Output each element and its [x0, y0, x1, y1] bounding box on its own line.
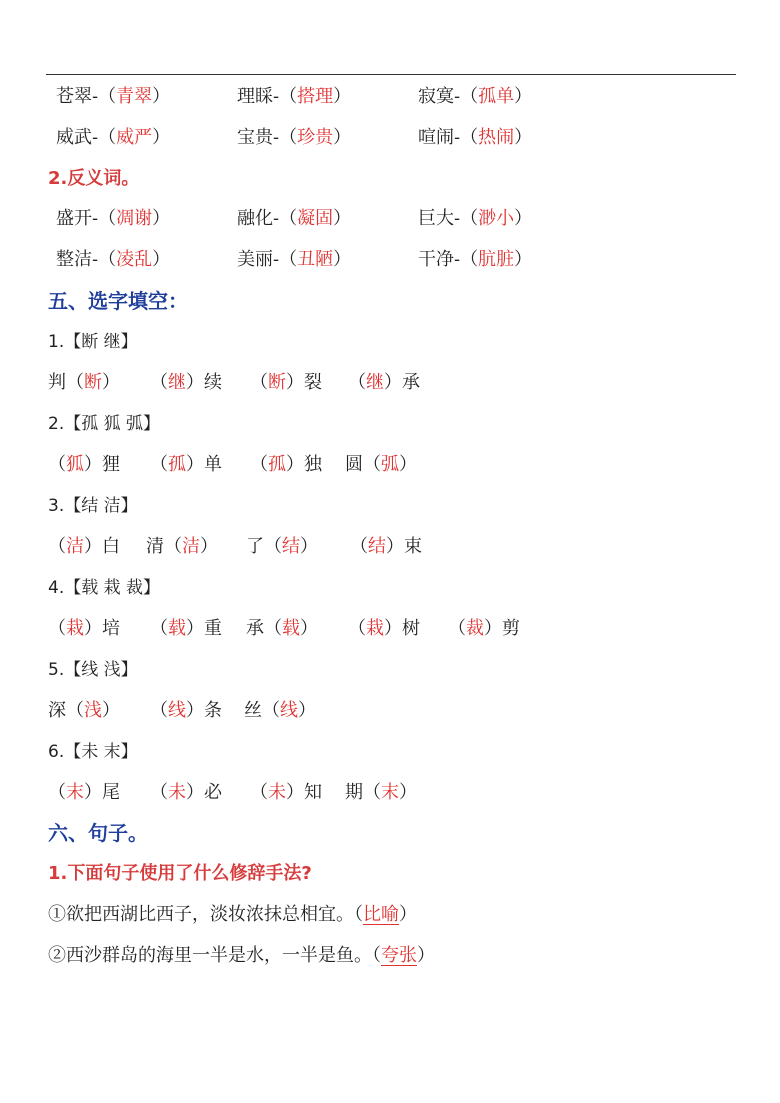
fill-item: （裁）剪	[448, 618, 520, 639]
fill-row	[0, 614, 520, 644]
fill-row	[0, 532, 422, 562]
char-group-label: 5.【线 浅】	[48, 660, 138, 680]
antonyms-heading: 2.反义词。	[48, 168, 140, 189]
char-group-label: 1.【断 继】	[48, 332, 138, 352]
fill-item: （断）裂	[250, 372, 322, 393]
fill-row	[0, 450, 417, 480]
fill-item: （栽）培	[48, 618, 120, 639]
fill-item: （未）知	[250, 782, 322, 803]
word-pair: 宝贵-（珍贵）	[237, 127, 352, 148]
fill-item: （狐）狸	[48, 454, 120, 475]
section-5-heading: 五、选字填空：	[48, 289, 188, 313]
fill-item: 了（结）	[246, 536, 318, 557]
word-pair: 苍翠-（青翠）	[56, 86, 171, 107]
fill-item: （载）重	[150, 618, 222, 639]
word-pair: 融化-（凝固）	[237, 208, 352, 229]
sentence-item: ①欲把西湖比西子，淡妆浓抹总相宜。（比喻）	[48, 904, 417, 925]
sentence-item: ②西沙群岛的海里一半是水，一半是鱼。（夸张）	[48, 945, 435, 966]
fill-item: 承（载）	[246, 618, 318, 639]
fill-item: （线）条	[150, 700, 222, 721]
char-group-label: 4.【载 栽 裁】	[48, 578, 161, 598]
top-divider	[46, 74, 736, 75]
word-pair: 喧闹-（热闹）	[418, 127, 533, 148]
section-6-heading: 六、句子。	[48, 821, 148, 845]
fill-item: 判（断）	[48, 372, 120, 393]
fill-item: 期（末）	[345, 782, 417, 803]
word-pair: 威武-（威严）	[56, 127, 171, 148]
fill-item: （继）承	[348, 372, 420, 393]
fill-item: （孤）独	[250, 454, 322, 475]
fill-item: （未）必	[150, 782, 222, 803]
fill-item: 清（洁）	[146, 536, 218, 557]
fill-item: （栽）树	[348, 618, 420, 639]
word-pair: 干净-（肮脏）	[418, 249, 533, 270]
fill-item: （洁）白	[48, 536, 120, 557]
char-group-label: 3.【结 洁】	[48, 496, 138, 516]
fill-item: （孤）单	[150, 454, 222, 475]
fill-row	[0, 368, 420, 398]
char-group-label: 6.【未 末】	[48, 742, 138, 762]
word-pair: 寂寞-（孤单）	[418, 86, 533, 107]
rhetoric-question-heading: 1.下面句子使用了什么修辞手法?	[48, 863, 312, 884]
word-pair: 盛开-（凋谢）	[56, 208, 171, 229]
char-group-label: 2.【孤 狐 弧】	[48, 414, 161, 434]
fill-item: 丝（线）	[244, 700, 316, 721]
word-pair-row	[0, 123, 533, 153]
word-pair: 理睬-（搭理）	[237, 86, 352, 107]
word-pair-row	[0, 82, 533, 112]
fill-row	[0, 696, 316, 726]
fill-item: 深（浅）	[48, 700, 120, 721]
fill-item: 圆（弧）	[345, 454, 417, 475]
word-pair-row	[0, 245, 533, 275]
word-pair-row	[0, 204, 533, 234]
word-pair: 巨大-（渺小）	[418, 208, 533, 229]
fill-item: （结）束	[350, 536, 422, 557]
word-pair: 美丽-（丑陋）	[237, 249, 352, 270]
fill-row	[0, 778, 417, 808]
fill-item: （末）尾	[48, 782, 120, 803]
fill-item: （继）续	[150, 372, 222, 393]
word-pair: 整洁-（凌乱）	[56, 249, 171, 270]
